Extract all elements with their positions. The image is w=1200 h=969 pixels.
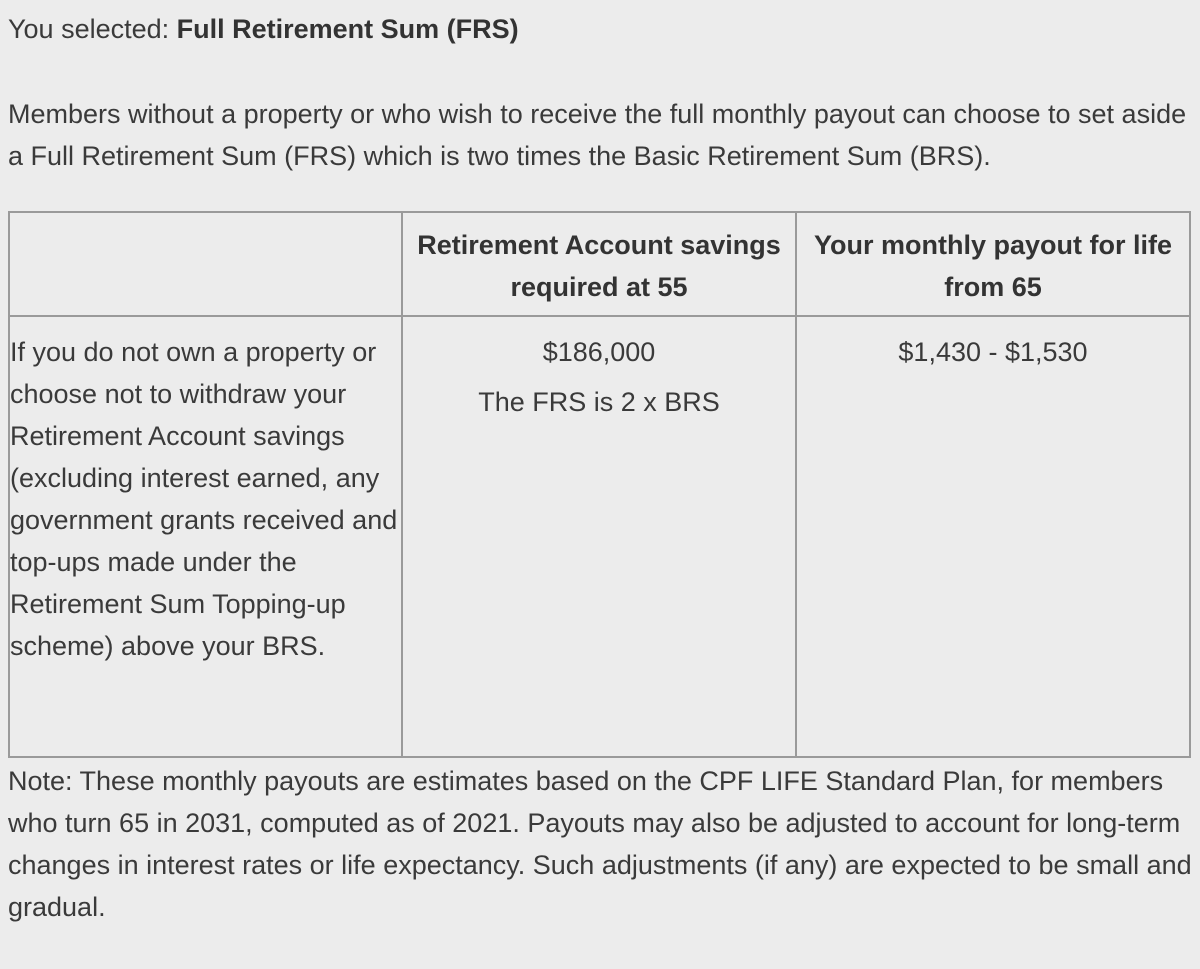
- table-header-row: [9, 212, 1190, 316]
- selected-option: Full Retirement Sum (FRS): [176, 14, 519, 44]
- table-row: [9, 316, 1190, 757]
- payout-cell: [796, 316, 1190, 757]
- savings-cell: [402, 316, 796, 757]
- header-empty: [9, 212, 402, 316]
- intro-paragraph: Members without a property or who wish to receive the full monthly payout can choose to set aside a Full Retirement Sum (FRS) which is two times the Basic Retirement Sum (BRS).: [8, 99, 1187, 171]
- selection-prefix: You selected:: [8, 14, 177, 44]
- footnote: Note: These monthly payouts are estimates based on the CPF LIFE Standard Plan, for members who turn 65 in 2031, computed as of 2021. Payouts may also be adjusted to account for long-term changes in interest rates or life expectancy. Such adjustments (if any) are expected to be small and gradual.: [8, 766, 1192, 922]
- selection-summary: [8, 8, 519, 50]
- condition-cell: If you do not own a property or choose not to withdraw your Retirement Account savings (excluding interest earned, any government grants received and top-ups made under the Retirement Sum Topping-up scheme) above your BRS.: [9, 316, 402, 757]
- payout-range: $1,430 - $1,530: [898, 337, 1088, 367]
- savings-note: The FRS is 2 x BRS: [478, 387, 720, 417]
- retirement-sum-table: [8, 211, 1191, 758]
- header-monthly-payout: Your monthly payout for life from 65: [796, 212, 1190, 316]
- header-savings-required: Retirement Account savings required at 55: [402, 212, 796, 316]
- savings-amount: $186,000: [542, 337, 656, 367]
